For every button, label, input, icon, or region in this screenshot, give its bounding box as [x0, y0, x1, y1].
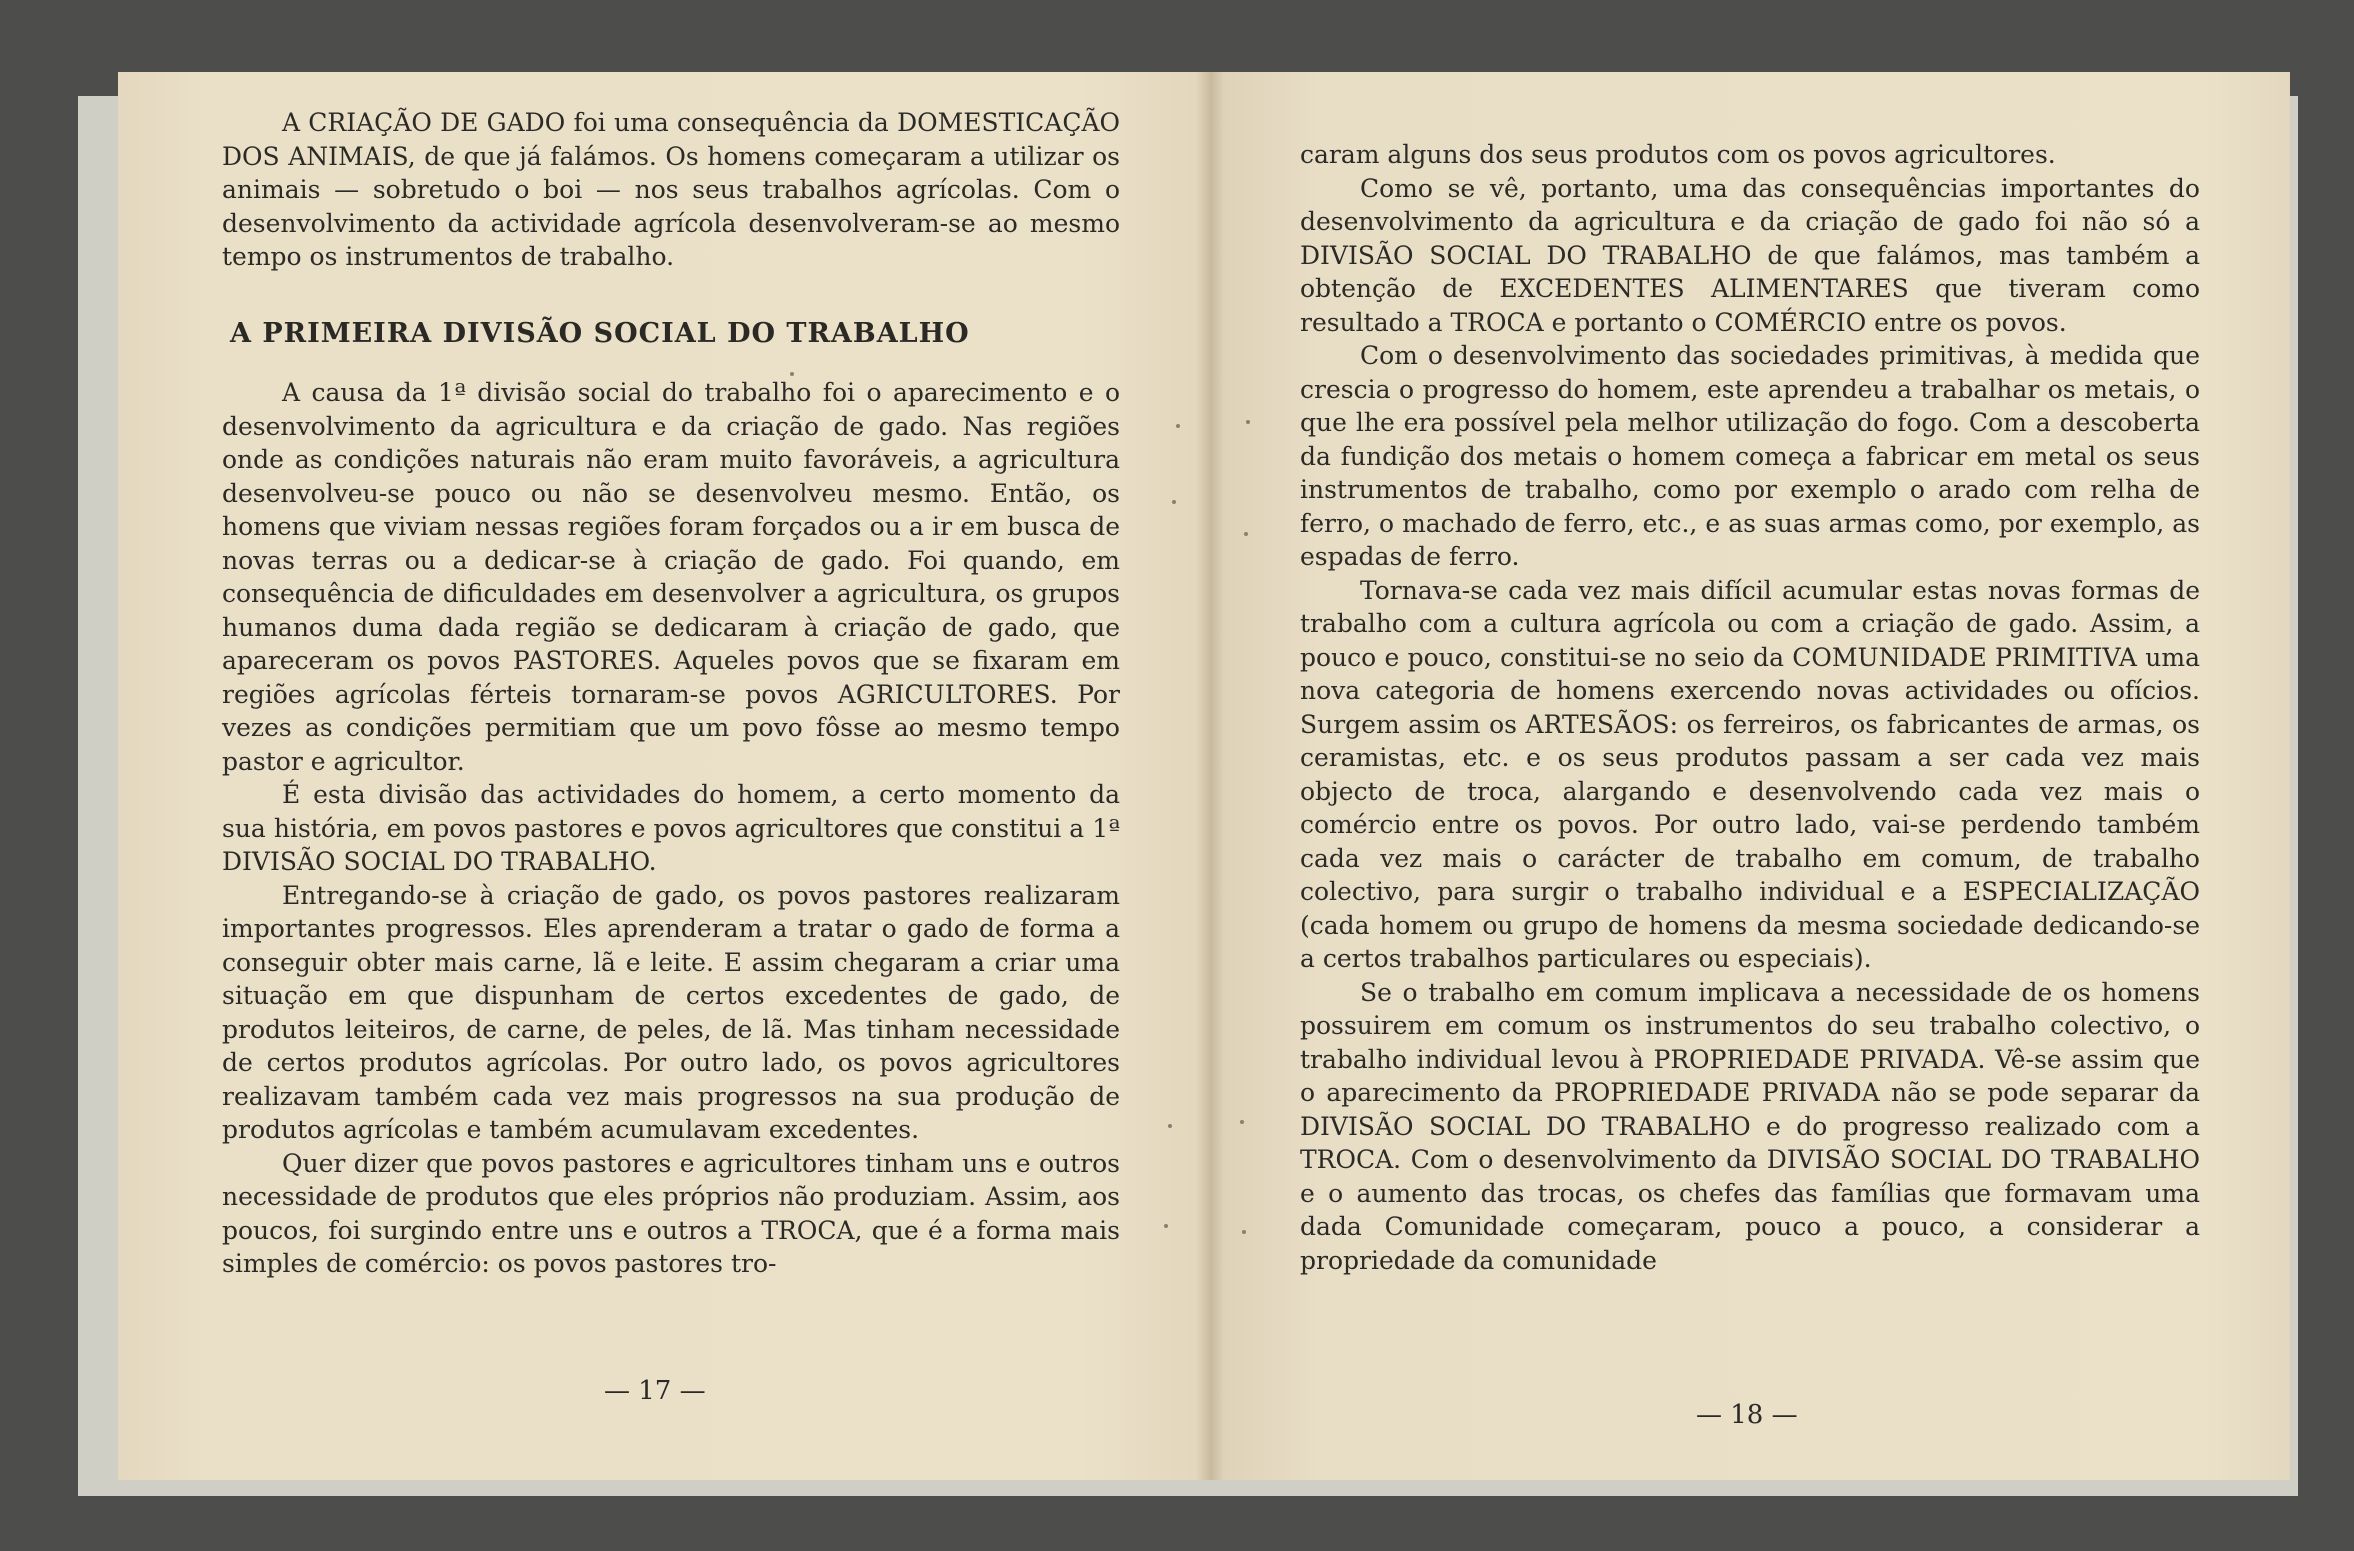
paragraph: Como se vê, portanto, uma das consequências importantes do desenvolvimento da agricultura e da criação de gado foi não só a DIVISÃO SOCIAL DO TRABALHO de que falámos, mas também a obtenção de EXCEDENTES ALIMENTARES que tiveram como resultado a TROCA e portanto o COMÉRCIO entre os povos.: [1300, 173, 2200, 337]
page-number-right: — 18 —: [1696, 1400, 1798, 1430]
section-heading: A PRIMEIRA DIVISÃO SOCIAL DO TRABALHO: [230, 318, 970, 349]
left-page: [118, 72, 1210, 1480]
paragraph: É esta divisão das actividades do homem, a certo momento da sua história, em povos pastores e povos agricultores que constitui a 1ª DIVISÃO SOCIAL DO TRABALHO.: [222, 780, 1120, 876]
left-body-text: [222, 376, 1120, 1281]
book-gutter: [1196, 72, 1224, 1480]
paragraph: Tornava-se cada vez mais difícil acumular estas novas formas de trabalho com a cultura agrícola ou com a criação de gado. Assim, a pouco e pouco, constitui-se no seio da COMUNIDADE PRIMITIVA uma nova categoria de homens exercendo novas actividades ou ofícios. Surgem assim os ARTESÃOS: os ferreiros, os fabricantes de armas, os ceramistas, etc. e os seus produtos passam a ser cada vez mais objecto de troca, alargando e desenvolvendo cada vez mais o comércio entre os povos. Por outro lado, vai-se perdendo também cada vez mais o carácter de trabalho em comum, de trabalho colectivo, para surgir o trabalho individual e a ESPECIALIZAÇÃO (cada homem ou grupo de homens da mesma sociedade dedicando-se a certos trabalhos particulares ou especiais).: [1300, 575, 2200, 973]
paragraph: Com o desenvolvimento das sociedades primitivas, à medida que crescia o progresso do homem, este aprendeu a trabalhar os metais, o que lhe era possível pela melhor utilização do fogo. Com a descoberta da fundição dos metais o homem começa a fabricar em metal os seus instrumentos de trabalho, como por exemplo o arado com relha de ferro, o machado de ferro, etc., e as suas armas como, por exemplo, as espadas de ferro.: [1300, 341, 2200, 571]
paper-speck: [1240, 1120, 1244, 1124]
paper-speck: [1172, 500, 1176, 504]
page-number-left: — 17 —: [604, 1376, 706, 1406]
paper-speck: [1168, 1124, 1172, 1128]
paper-speck: [1244, 532, 1248, 536]
paragraph: Entregando-se à criação de gado, os povos pastores realizaram importantes progressos. Eles aprenderam a tratar o gado de forma a conseguir obter mais carne, lã e leite. E assim chegaram a criar uma situação em que dispunham de certos excedentes de gado, de produtos leiteiros, de carne, de peles, de lã. Mas tinham necessidade de certos produtos agrícolas. Por outro lado, os povos agricultores realizavam também cada vez mais progressos na sua produção de produtos agrícolas e também acumulavam excedentes.: [222, 880, 1120, 1144]
paragraph: Se o trabalho em comum implicava a necessidade de os homens possuirem em comum os instrumentos do seu trabalho colectivo, o trabalho individual levou à PROPRIEDADE PRIVADA. Vê-se assim que o aparecimento da PROPRIEDADE PRIVADA não se pode separar da DIVISÃO SOCIAL DO TRABALHO e do progresso realizado com a TROCA. Com o desenvolvimento da DIVISÃO SOCIAL DO TRABALHO e o aumento das trocas, os chefes das famílias que formavam uma dada Comunidade começaram, pouco a pouco, a considerar a propriedade da comunidade: [1300, 977, 2200, 1275]
paragraph: caram alguns dos seus produtos com os povos agricultores.: [1300, 140, 2056, 169]
intro-paragraph-text: A CRIAÇÃO DE GADO foi uma consequência da DOMESTICAÇÃO DOS ANIMAIS, de que já falámos. Os homens começaram a utilizar os animais — sobretudo o boi — nos seus trabalhos agrícolas. Com o desenvolvimento da actividade agrícola desenvolveram-se ao mesmo tempo os instrumentos de trabalho.: [222, 108, 1120, 271]
paper-speck: [1164, 1224, 1168, 1228]
paper-speck: [1242, 1230, 1246, 1234]
paragraph: A causa da 1ª divisão social do trabalho foi o aparecimento e o desenvolvimento da agricultura e da criação de gado. Nas regiões onde as condições naturais não eram muito favoráveis, a agricultura desenvolveu-se pouco ou não se desenvolveu mesmo. Então, os homens que viviam nessas regiões foram forçados ou a ir em busca de novas terras ou a dedicar-se à criação de gado. Foi quando, em consequência de dificuldades em desenvolver a agricultura, os grupos humanos duma dada região se dedicaram à criação de gado, que apareceram os povos PASTORES. Aqueles povos que se fixaram em regiões agrícolas férteis tornaram-se povos AGRICULTORES. Por vezes as condições permitiam que um povo fôsse ao mesmo tempo pastor e agricultor.: [222, 378, 1120, 776]
paper-speck: [1246, 420, 1250, 424]
intro-paragraph: [222, 106, 1120, 274]
paragraph: Quer dizer que povos pastores e agricultores tinham uns e outros necessidade de produtos que eles próprios não produziam. Assim, aos poucos, foi surgindo entre uns e outros a TROCA, que é a forma mais simples de comércio: os povos pastores tro-: [222, 1148, 1120, 1278]
right-page: [1210, 72, 2290, 1480]
paper-speck: [1176, 424, 1180, 428]
right-body-text: [1300, 138, 2200, 1277]
paper-speck: [790, 372, 794, 376]
